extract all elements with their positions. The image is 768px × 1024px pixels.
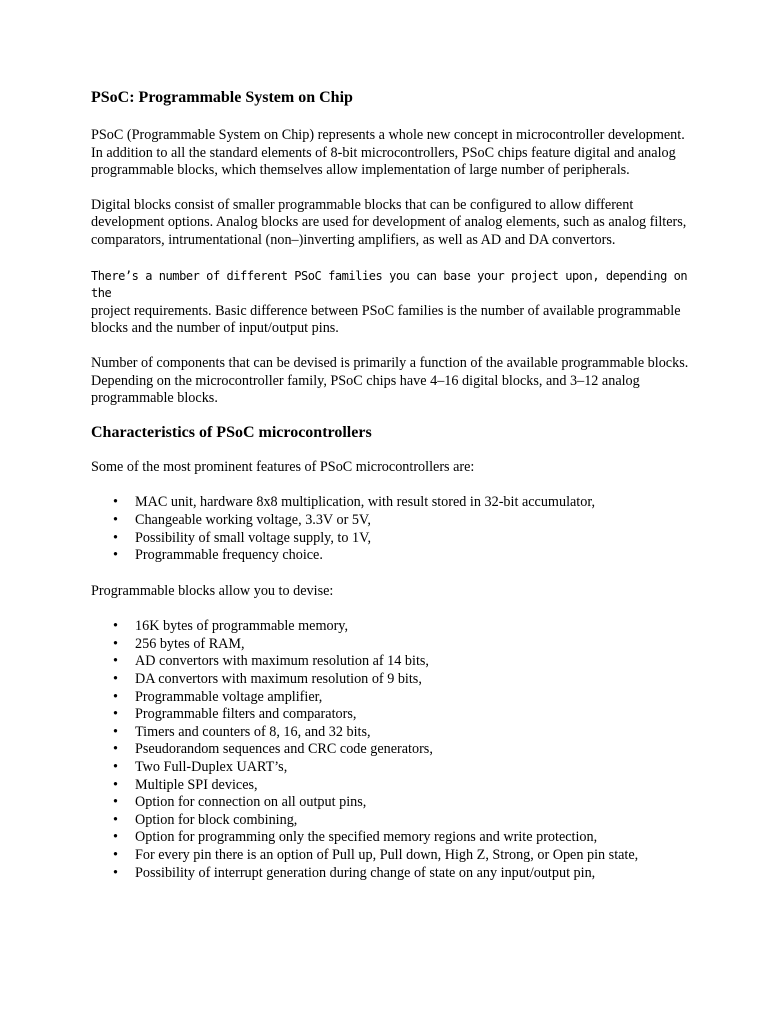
paragraph-families bbox=[91, 268, 691, 338]
blocks-intro: Programmable blocks allow you to devise: bbox=[91, 582, 334, 599]
list-item: • MAC unit, hardware 8x8 multiplication, with result stored in 32-bit accumulator, bbox=[113, 494, 596, 511]
list-item: • Changeable working voltage, 3.3V or 5V, bbox=[113, 511, 371, 528]
bullet-icon: • bbox=[113, 794, 118, 811]
list-item: • 16K bytes of programmable memory, bbox=[113, 618, 349, 635]
bullet-icon: • bbox=[113, 653, 118, 670]
features-list bbox=[91, 494, 691, 564]
list-item: • Timers and counters of 8, 16, and 32 bits, bbox=[113, 723, 371, 740]
paragraph-families-line1: There’s a number of different PSoC families you can base your project upon, depending on the bbox=[91, 268, 688, 301]
bullet-icon: • bbox=[113, 529, 118, 546]
paragraph-components: Number of components that can be devised is primarily a function of the available programmable blocks. Depending on the microcontroller family, PSoC chips have 4–16 digital blocks, and 3–12 analog programmable blocks. bbox=[91, 354, 689, 407]
bullet-icon: • bbox=[113, 829, 118, 846]
document-page bbox=[91, 88, 691, 882]
list-item: • Two Full-Duplex UART’s, bbox=[113, 759, 288, 776]
bullet-icon: • bbox=[113, 759, 118, 776]
bullet-icon: • bbox=[113, 547, 118, 564]
list-item: • Option for block combining, bbox=[113, 811, 298, 828]
list-item: • Option for connection on all output pins, bbox=[113, 794, 367, 811]
bullet-icon: • bbox=[113, 688, 118, 705]
list-item: • Option for programming only the specified memory regions and write protection, bbox=[113, 829, 598, 846]
bullet-icon: • bbox=[113, 847, 118, 863]
paragraph-intro: PSoC (Programmable System on Chip) represents a whole new concept in microcontroller development. In addition to all the standard elements of 8-bit microcontrollers, PSoC chips feature digital and analog programmable blocks, which themselves allow implementation of large number of peripherals. bbox=[91, 127, 685, 179]
paragraph-blocks: Digital blocks consist of smaller programmable blocks that can be configured to allow different development options. Analog blocks are used for development of analog elements, such as analog filters, comparators, intrumentational (non–)inverting amplifiers, as well as AD and DA convertors. bbox=[91, 196, 687, 248]
bullet-icon: • bbox=[113, 741, 118, 758]
bullet-icon: • bbox=[113, 706, 118, 723]
list-item: • Possibility of small voltage supply, to 1V, bbox=[113, 529, 372, 546]
features-intro: Some of the most prominent features of PSoC microcontrollers are: bbox=[91, 458, 475, 475]
list-item: • Programmable frequency choice. bbox=[113, 547, 323, 564]
bullet-icon: • bbox=[113, 494, 118, 511]
bullet-icon: • bbox=[113, 511, 118, 528]
bullet-icon: • bbox=[113, 776, 118, 793]
list-item: • Possibility of interrupt generation during change of state on any input/output pin, bbox=[113, 864, 596, 881]
list-item: • DA convertors with maximum resolution of 9 bits, bbox=[113, 671, 422, 688]
list-item: • Programmable filters and comparators, bbox=[113, 706, 357, 723]
list-item: • Programmable voltage amplifier, bbox=[113, 688, 323, 705]
list-item: • 256 bytes of RAM, bbox=[113, 635, 245, 652]
list-item: • AD convertors with maximum resolution af 14 bits, bbox=[113, 653, 429, 670]
list-item: • For every pin there is an option of Pull up, Pull down, High Z, Strong, or Open pin state, bbox=[113, 847, 639, 863]
list-item: • Pseudorandom sequences and CRC code generators, bbox=[113, 741, 433, 758]
list-item: • Multiple SPI devices, bbox=[113, 776, 258, 793]
bullet-icon: • bbox=[113, 671, 118, 688]
bullet-icon: • bbox=[113, 635, 118, 652]
blocks-list bbox=[91, 618, 691, 882]
section-heading: Characteristics of PSoC microcontrollers bbox=[91, 423, 372, 441]
bullet-icon: • bbox=[113, 723, 118, 740]
paragraph-families-rest: project requirements. Basic difference between PSoC families is the number of available programmable blocks and the number of input/output pins. bbox=[91, 302, 681, 337]
bullet-icon: • bbox=[113, 618, 118, 635]
page-title: PSoC: Programmable System on Chip bbox=[91, 89, 353, 106]
bullet-icon: • bbox=[113, 811, 118, 828]
bullet-icon: • bbox=[113, 864, 118, 881]
